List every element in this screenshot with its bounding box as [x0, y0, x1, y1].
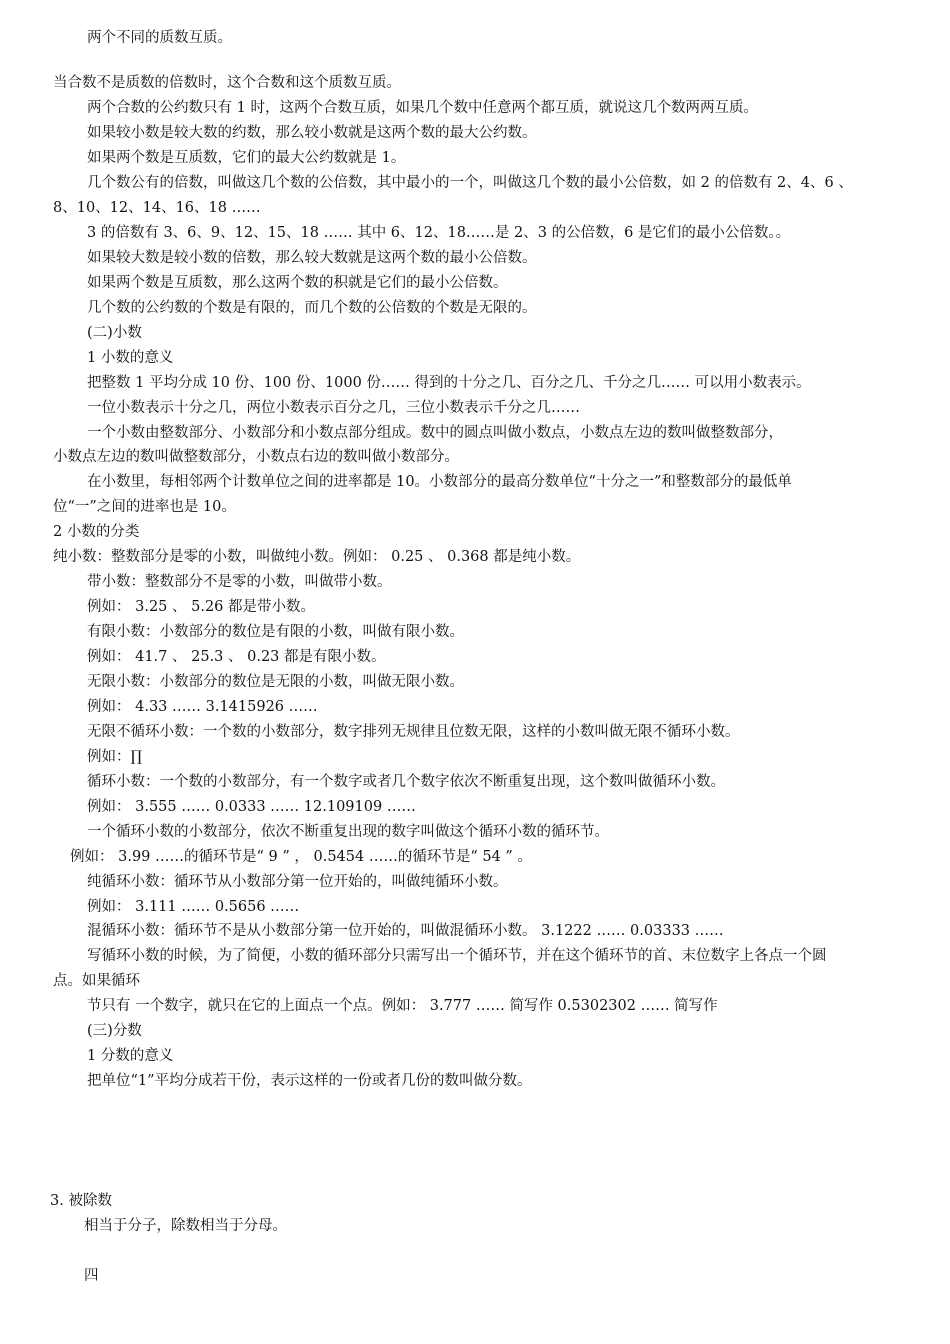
text-line-28: 无限不循环小数：一个数的小数部分，数字排列无规律且位数无限，这样的小数叫做无限不循环小数。 — [87, 724, 740, 740]
text-line-26: 无限小数：小数部分的数位是无限的小数，叫做无限小数。 — [87, 674, 464, 690]
text-line-9: 如果较大数是较小数的倍数，那么较大数就是这两个数的最小公倍数。 — [87, 250, 537, 266]
text-line-24: 有限小数：小数部分的数位是有限的小数，叫做有限小数。 — [87, 624, 464, 640]
text-line-8: 3 的倍数有 3、6、9、12、15、18 …… 其中 6、12、18……是 2、3 的公倍数，6 是它们的最小公倍数。。 — [87, 225, 791, 241]
text-line-23: 例如： 3.25 、 5.26 都是带小数。 — [87, 599, 316, 615]
text-line-6: 几个数公有的倍数，叫做这几个数的公倍数，其中最小的一个，叫做这几个数的最小公倍数，如 2 的倍数有 2、4、6 、 — [87, 175, 853, 191]
text-line-42: 把单位“1”平均分成若干份，表示这样的一份或者几份的数叫做分数。 — [87, 1073, 532, 1089]
text-line-22: 带小数：整数部分不是零的小数，叫做带小数。 — [87, 574, 392, 590]
text-line-27: 例如： 4.33 …… 3.1415926 …… — [87, 699, 318, 715]
text-line-43: 3. 被除数 — [50, 1193, 112, 1209]
text-line-30: 循环小数：一个数的小数部分，有一个数字或者几个数字依次不断重复出现，这个数叫做循环小数。 — [87, 774, 725, 790]
text-line-17: 小数点左边的数叫做整数部分，小数点右边的数叫做小数部分。 — [53, 449, 459, 465]
text-line-21: 纯小数：整数部分是零的小数，叫做纯小数。例如： 0.25 、 0.368 都是纯小数。 — [53, 549, 581, 565]
text-line-36: 混循环小数：循环节不是从小数部分第一位开始的，叫做混循环小数。 3.1222 …… 0.03333 …… — [87, 923, 724, 939]
text-line-14: 把整数 1 平均分成 10 份、100 份、1000 份…… 得到的十分之几、百分之几、千分之几…… 可以用小数表示。 — [87, 375, 811, 391]
text-line-7: 8、10、12、14、16、18 …… — [53, 200, 261, 216]
text-line-11: 几个数的公约数的个数是有限的，而几个数的公倍数的个数是无限的。 — [87, 300, 537, 316]
text-line-2: 当合数不是质数的倍数时，这个合数和这个质数互质。 — [53, 75, 401, 91]
text-line-34: 纯循环小数：循环节从小数部分第一位开始的，叫做纯循环小数。 — [87, 874, 508, 890]
text-line-29: 例如：∏ — [87, 749, 143, 765]
section-heading-four: 四 — [84, 1268, 99, 1284]
text-line-37: 写循环小数的时候，为了简便，小数的循环部分只需写出一个循环节，并在这个循环节的首、末位数字上各点一个圆 — [87, 948, 827, 964]
text-line-31: 例如： 3.555 …… 0.0333 …… 12.109109 …… — [87, 799, 416, 815]
text-line-33: 例如： 3.99 ……的循环节是“ 9 ” ， 0.5454 ……的循环节是“ 54 ” 。 — [70, 849, 532, 865]
text-line-10: 如果两个数是互质数，那么这两个数的积就是它们的最小公倍数。 — [87, 275, 508, 291]
subheading-decimal-meaning: 1 小数的意义 — [87, 350, 174, 366]
text-line-38: 点。如果循环 — [53, 973, 140, 989]
text-line-16: 一个小数由整数部分、小数部分和小数点部分组成。数中的圆点叫做小数点，小数点左边的数叫做整数部分， — [87, 425, 783, 441]
subheading-fraction-meaning: 1 分数的意义 — [87, 1048, 174, 1064]
section-heading-decimals: (二)小数 — [87, 325, 142, 341]
text-line-3: 两个合数的公约数只有 1 时，这两个合数互质，如果几个数中任意两个都互质，就说这几个数两两互质。 — [87, 100, 758, 116]
subheading-decimal-classification: 2 小数的分类 — [53, 524, 140, 540]
section-heading-fractions: (三)分数 — [87, 1023, 142, 1039]
text-line-15: 一位小数表示十分之几，两位小数表示百分之几，三位小数表示千分之几…… — [87, 400, 580, 416]
text-line-18: 在小数里，每相邻两个计数单位之间的进率都是 10。小数部分的最高分数单位“十分之一”和整数部分的最低单 — [87, 474, 792, 490]
text-line-5: 如果两个数是互质数，它们的最大公约数就是 1。 — [87, 150, 406, 166]
text-line-25: 例如： 41.7 、 25.3 、 0.23 都是有限小数。 — [87, 649, 386, 665]
text-line-32: 一个循环小数的小数部分，依次不断重复出现的数字叫做这个循环小数的循环节。 — [87, 824, 609, 840]
text-line-39: 节只有 一个数字，就只在它的上面点一个点。例如： 3.777 …… 简写作 0.5302302 …… 简写作 — [87, 998, 718, 1014]
text-line-44: 相当于分子，除数相当于分母。 — [84, 1218, 287, 1234]
text-line-19: 位“一”之间的进率也是 10。 — [53, 499, 236, 515]
text-line-1: 两个不同的质数互质。 — [87, 30, 232, 46]
text-line-35: 例如： 3.111 …… 0.5656 …… — [87, 899, 300, 915]
text-line-4: 如果较小数是较大数的约数，那么较小数就是这两个数的最大公约数。 — [87, 125, 537, 141]
